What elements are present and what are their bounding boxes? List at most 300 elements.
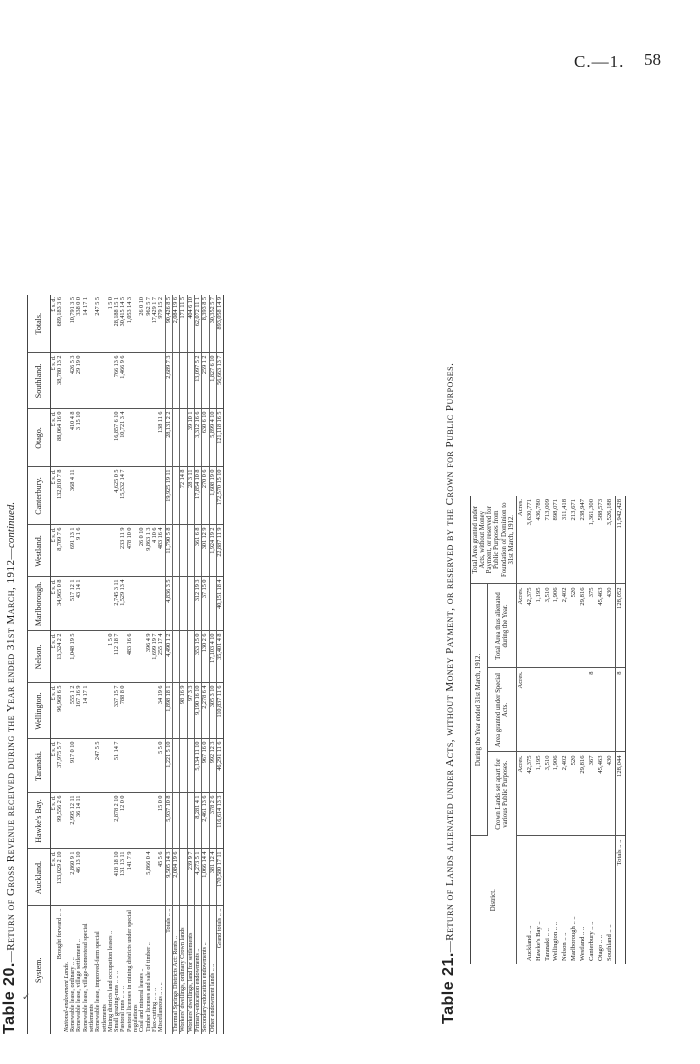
table20-value-cell: 26 0 10 [139, 295, 145, 353]
table20-value-cell: 9,505 14 3 [165, 849, 172, 906]
table20-value-cell [172, 577, 179, 631]
table20-unit-cell: £ s. d. [51, 353, 58, 409]
table20-value-cell: 788 8 0 [120, 683, 126, 739]
table20-title-text: —Return of Gross Revenue received during the Year ended 31st March, 1912— [5, 547, 17, 963]
table20-unit-cell: £ s. d. [51, 577, 58, 631]
table21-row [552, 496, 561, 964]
table20-system-cell: Pastoral runs .. .. .. [119, 985, 127, 1032]
table20-value-cell [180, 631, 187, 683]
table20-value-cell [127, 409, 140, 467]
table21-group-header: During the Year ended 31st March, 1912. [471, 584, 488, 836]
table20-value-cell: 3,312 16 6 [194, 409, 201, 467]
table20-value-cell [95, 631, 108, 683]
table20-title [1, 194, 19, 1034]
table20-value-cell [127, 467, 140, 525]
table20-header-cell: Otago. [28, 409, 51, 467]
table20-value-cell [95, 683, 108, 739]
table20-value-cell: 247 5 5 [95, 295, 108, 353]
table20-value-cell: 691 13 1 [70, 525, 76, 577]
table21-value-cell: 29,816 [579, 584, 588, 668]
table20-value-cell: 478 10 0 [127, 525, 140, 577]
table21-value-cell: 238,947 [579, 496, 588, 584]
table20-system-cell: Mining districts land occupation leases .. [106, 930, 114, 1032]
table20-header-cell: Hawke's Bay. [28, 793, 51, 849]
table21-value-cell: 311,418 [561, 496, 570, 584]
table20-value-cell: 259 1 2 [202, 353, 209, 409]
table20-value-cell: 1 5 0 [108, 295, 114, 353]
table21-district-cell: Wellington .. .. [552, 921, 560, 961]
table21-title-text: —Return of Lands alienated under Acts, without Money Payment, or reserved by the Crown for Public Purposes. [444, 362, 456, 953]
table20-value-cell: 17,103 4 10 [209, 631, 216, 683]
table20-value-cell [95, 467, 108, 525]
table20-value-cell [95, 353, 108, 409]
table20-value-cell: 8,709 7 6 [57, 525, 63, 577]
table20-value-cell: 15 0 0 [158, 793, 165, 849]
table20-value-cell: 353 15 0 [194, 631, 201, 683]
table20-value-cell: 130 2 6 [202, 631, 209, 683]
table21-value-cell: 436,780 [535, 496, 544, 584]
table20-value-cell: 337 15 7 [114, 683, 120, 739]
table20-unit-cell: £ s. d. [51, 409, 58, 467]
table20-header-cell: System. [28, 906, 51, 1034]
table20-value-cell [180, 849, 187, 906]
table20-value-cell: 483 16 4 [158, 525, 165, 577]
table20-system-cell: Grand totals .. .. [216, 906, 223, 1034]
table21-district-cell: Canterbury .. .. [588, 921, 596, 961]
table20-value-cell: 167 16 9 [76, 683, 82, 739]
table21-value-cell: 42,375 [526, 752, 535, 836]
table20-system-cell: Renewable lease, village settlement .. [75, 939, 83, 1032]
table21-value-cell: 367 [588, 752, 597, 836]
table20-system-cell: Primary-education endowments .. [194, 906, 201, 1034]
table20-system-cell: Workers' dwellings, ordinary Crown lands [180, 906, 187, 1034]
table21-value-cell: 3,630,771 [526, 496, 535, 584]
table20-value-cell: 1 5 0 [108, 631, 114, 683]
table20-header-cell: Totals. [28, 295, 51, 353]
table21-value-cell: 430 [606, 584, 615, 668]
table20-value-cell: 5,899 4 10 [209, 409, 216, 467]
table21-value-cell: 1,195 [535, 584, 544, 668]
table20-value-cell [127, 683, 140, 739]
table20-value-cell [172, 739, 179, 793]
table20-value-cell: 766 13 6 [114, 353, 120, 409]
table20-value-cell: 689,183 3 6 [57, 295, 63, 353]
table20-value-cell: 4,273 5 1 [194, 849, 201, 906]
table20-value-cell: 56,663 13 7 [216, 353, 223, 409]
table20-value-cell [180, 409, 187, 467]
table20-value-cell: 301 12 9 [202, 525, 209, 577]
table20-system-cell: Small grazing-runs .. .. .. [113, 970, 121, 1032]
table21-value-cell: 29,816 [579, 752, 588, 836]
table20-value-cell: 368 4 11 [70, 467, 76, 525]
table20-body [51, 295, 224, 1034]
table20-value-cell: 40,151 18 4 [216, 577, 223, 631]
table20-row [172, 295, 179, 1034]
table20-value-cell [83, 409, 96, 467]
table21-district-cell: Totals .. .. [615, 836, 625, 964]
table20-header-cell: Canterbury. [28, 467, 51, 525]
table20-value-cell [127, 353, 140, 409]
table20-value-cell: 1,924 19 2 [209, 525, 216, 577]
table21-unit-cell: Acres. [516, 496, 525, 584]
table20-unit-cell: £ s. d. [51, 849, 58, 906]
table20-total-row [165, 295, 172, 1034]
table20-system-cell: Renewable lease, improved-farm special settlements [94, 931, 108, 1032]
table20-value-cell [83, 467, 96, 525]
table20-value-cell: 36 14 11 [76, 793, 82, 849]
table20-value-cell [172, 631, 179, 683]
table21-value-cell: 1,906 [552, 752, 561, 836]
table20-value-cell: 15,532 14 7 [120, 467, 126, 525]
table21-header-cell: Area granted under Special Acts. [487, 668, 516, 752]
table20-unit-cell: £ s. d. [51, 525, 58, 577]
table21-district-cell: Taranaki .. .. [543, 928, 551, 961]
table20-value-cell: 13,097 5 2 [194, 353, 201, 409]
table20-header-cell: Nelson. [28, 631, 51, 683]
table21-body [516, 496, 625, 964]
table20-value-cell: 110,837 11 6 [216, 683, 223, 739]
table20-system-cell: Workers' dwellings, land for settlements [187, 906, 194, 1034]
table21-value-cell: 8 [615, 668, 625, 752]
table20-unit-cell: £ s. d. [51, 739, 58, 793]
table20-value-cell [95, 793, 108, 849]
table20-value-cell: 30,352 5 7 [209, 295, 216, 353]
table20-value-cell: 270 0 6 [202, 467, 209, 525]
table20-value-cell: 426 5 3 [70, 353, 76, 409]
table20-value-cell: 361 6 8 [194, 525, 201, 577]
table21-value-cell: 128,044 [615, 752, 625, 836]
table21 [470, 496, 626, 964]
table20-value-cell: 2,084 19 6 [172, 849, 179, 906]
table21-value-cell [544, 668, 553, 752]
table21-units-row [516, 496, 525, 964]
table20-value-cell: 2,878 2 10 [114, 793, 120, 849]
table20-value-cell: 171 11 5 [180, 295, 187, 353]
table21-row [597, 496, 606, 964]
table20-value-cell [83, 631, 96, 683]
table20-value-cell: 34,965 0 8 [57, 577, 63, 631]
table20-value-cell [172, 525, 179, 577]
table20-value-cell: 10,791 3 5 [70, 295, 76, 353]
table20-value-cell: 17,854 10 8 [194, 467, 201, 525]
table20-value-cell: 90,426 8 5 [165, 295, 172, 353]
table20-value-cell: 9,190 16 10 [194, 683, 201, 739]
table21-value-cell [526, 668, 535, 752]
table20-value-cell: 2,689 7 3 [165, 353, 172, 409]
table20-header-row [28, 295, 51, 1034]
table21-value-cell: 3,510 [544, 584, 553, 668]
table20-value-cell: 28,188 15 1 [114, 295, 120, 353]
table20-value-cell: 5 5 0 [158, 739, 165, 793]
table21-unit-cell: Acres. [516, 668, 525, 752]
table21-value-cell [535, 668, 544, 752]
table20-value-cell: 418 18 10 [114, 849, 120, 906]
table20-value-cell: 45 5 6 [158, 849, 165, 906]
table21-row [588, 496, 597, 964]
table20-system-cell: Timber licenses and sale of timber .. [144, 942, 152, 1032]
table20-value-cell: 9 1 6 [76, 525, 82, 577]
table20-value-cell: 5,866 0 4 [146, 849, 152, 906]
table20-value-cell: 233 11 9 [120, 525, 126, 577]
table20-value-cell: 170,580 17 11 [216, 849, 223, 906]
table20-value-cell: 4 10 6 [152, 525, 158, 577]
table21-cumulative-header: Total Area granted under Acts, without Money Payment, or reserved for Public Purposes from Foundation of Dominion to 31st March, 1912. [471, 496, 517, 584]
table21-value-cell [606, 668, 615, 752]
table21-row [579, 496, 588, 964]
table20-value-cell: 14 17 1 [83, 295, 96, 353]
table20-value-cell: 16,857 6 10 [114, 409, 120, 467]
table20-value-cell: 28 3 11 [187, 467, 194, 525]
table20-label: Table 20. [1, 962, 18, 1034]
table20-row [127, 295, 140, 1034]
table20-value-cell [95, 849, 108, 906]
table21-district-header: District. [471, 836, 517, 964]
table21-row [606, 496, 615, 964]
table21-district-cell: Otago .. .. [597, 934, 605, 961]
table20-value-cell: 10,721 3 4 [120, 409, 126, 467]
table21-value-cell: 1,361,300 [588, 496, 597, 584]
table21-value-cell: 430 [606, 752, 615, 836]
table21-value-cell: 588,573 [597, 496, 606, 584]
table21-group-header-row [471, 496, 488, 964]
table21-value-cell [579, 668, 588, 752]
table21-value-cell: 2,402 [561, 584, 570, 668]
table21-value-cell: 375 [588, 584, 597, 668]
table21-value-cell: 520 [570, 584, 579, 668]
table20-value-cell: 19,925 19 11 [165, 467, 172, 525]
table20-subtitle: continued. [5, 501, 17, 548]
table21-unit-cell: Acres. [516, 584, 525, 668]
table21-header-cell: Crown Lands set apart for various Public Purposes. [487, 752, 516, 836]
table20-value-cell: 967 16 0 [202, 739, 209, 793]
table21-total-row [615, 496, 625, 964]
table20-value-cell: 22,887 11 9 [216, 525, 223, 577]
table20-value-cell [180, 577, 187, 631]
table20-total-row [216, 295, 223, 1034]
table20-value-cell [95, 409, 108, 467]
table21-row [526, 496, 535, 964]
table20-value-cell: 38,780 13 2 [57, 353, 63, 409]
table20-value-cell: 138 11 6 [158, 409, 165, 467]
table20-value-cell: 338 0 0 [76, 295, 82, 353]
table20-value-cell: 46 13 10 [76, 849, 82, 906]
table20-value-cell: 4,625 0 5 [114, 467, 120, 525]
margin-mark: ✓ [22, 992, 31, 1003]
table21-district-cell: Marlborough .. .. [570, 916, 578, 961]
table20-value-cell: 381 12 4 [209, 849, 216, 906]
table20-value-cell: 97 3 3 [187, 683, 194, 739]
table20-value-cell: 305 3 10 [209, 683, 216, 739]
table20-header-cell: Marlborough. [28, 577, 51, 631]
table21-value-cell: 3,526,188 [606, 496, 615, 584]
table20-system-cell: Secondary-education endowments .. [202, 906, 209, 1034]
table20-value-cell [83, 525, 96, 577]
table20-value-cell [180, 793, 187, 849]
table20-system-cell: Totals .. .. [165, 906, 172, 1034]
table20-system-cell: Thermal Springs Districts Act: Rents .. [172, 906, 179, 1034]
table20-value-cell: 51 14 7 [114, 739, 120, 793]
table20-value-cell: 255 17 4 [158, 631, 165, 683]
table20-value-cell: 46,291 11 6 [216, 739, 223, 793]
table20-value-cell [172, 409, 179, 467]
table20-system-cell: Renewable lease, ordinary .. .. [68, 957, 76, 1032]
table20-value-cell: 5,134 11 10 [194, 739, 201, 793]
table20-value-cell [95, 577, 108, 631]
table20-value-cell: 37,975 5 7 [57, 739, 63, 793]
table20-value-cell [180, 353, 187, 409]
table20-unit-cell: £ s. d. [51, 793, 58, 849]
table21-label: Table 21. [440, 952, 457, 1024]
table20-system-cell: Brought forward .. .. [56, 908, 64, 960]
table21-value-cell [552, 668, 561, 752]
table20-value-cell: 26 0 10 [139, 525, 145, 577]
table20-row [187, 295, 194, 1034]
table20-value-cell [172, 793, 179, 849]
table20-system-cell: Other endowment lands .. .. [209, 906, 216, 1034]
table20-value-cell: 116,614 13 3 [216, 793, 223, 849]
table20-value-cell: 13,324 2 2 [57, 631, 63, 683]
table21-value-cell: 11,942,428 [615, 496, 625, 584]
table20-value-cell: 3 15 10 [76, 409, 82, 467]
table21-value-cell: 898,071 [552, 496, 561, 584]
table21-value-cell: 3,510 [544, 752, 553, 836]
table20-value-cell: 121,118 16 5 [216, 409, 223, 467]
table21-value-cell [570, 668, 579, 752]
table20-value-cell: 1,053 14 3 [127, 295, 140, 353]
table20-value-cell [127, 739, 140, 793]
table20-value-cell: 239 9 7 [187, 849, 194, 906]
table20-value-cell: 4,490 1 2 [165, 631, 172, 683]
table20-value-cell [83, 793, 96, 849]
table20-value-cell: 98 16 9 [180, 683, 187, 739]
table21-district-cell: Westland .. .. [579, 926, 587, 961]
table20-value-cell: 1,608 19 0 [209, 467, 216, 525]
table20-value-cell: 410 4 8 [70, 409, 76, 467]
table21-header-cell: Total Area thus alienated during the Year. [487, 584, 516, 668]
table20-value-cell [83, 353, 96, 409]
table21-district-cell: Auckland .. .. [525, 925, 533, 961]
table21-row [544, 496, 553, 964]
table21-row [570, 496, 579, 964]
table20-value-cell: 5,937 10 8 [165, 793, 172, 849]
table20-value-cell: 8,281 4 1 [194, 793, 201, 849]
table20-value-cell: 2,860 9 1 [70, 849, 76, 906]
table21-value-cell: 42,375 [526, 584, 535, 668]
table20-value-cell: 247 5 5 [95, 739, 108, 793]
table20-value-cell: 2,995 12 11 [70, 793, 76, 849]
table21-value-cell: 1,906 [552, 584, 561, 668]
table21-value-cell [561, 668, 570, 752]
table20-unit-cell: £ s. d. [51, 467, 58, 525]
table20-row [95, 295, 108, 1034]
table20-value-cell: 992 12 3 [209, 739, 216, 793]
table20-value-cell [83, 577, 96, 631]
table20-value-cell: 630 6 10 [202, 409, 209, 467]
table20-row [180, 295, 187, 1034]
table20-header-cell: Auckland. [28, 849, 51, 906]
table20-value-cell: 1,898 18 1 [165, 683, 172, 739]
table21-title [440, 124, 458, 1024]
table20-value-cell [95, 525, 108, 577]
table20-unit-cell: £ s. d. [51, 295, 58, 353]
table20-value-cell: 979 15 2 [158, 295, 165, 353]
table20-value-cell: 9,863 1 3 [146, 525, 152, 577]
table20-value-cell: 517 12 1 [70, 577, 76, 631]
table20-row [83, 295, 96, 1034]
table20-value-cell: 35,401 4 8 [216, 631, 223, 683]
table20-value-cell: 72 14 8 [180, 467, 187, 525]
table20-value-cell: 1,048 19 5 [70, 631, 76, 683]
page-identifier: C.—1. [574, 52, 625, 71]
table20-value-cell: 962 5 7 [146, 295, 152, 353]
table20-system-cell: Miscellaneous .. .. .. [157, 982, 165, 1032]
table20-value-cell: 14 17 1 [83, 683, 96, 739]
table20-system-cell: Coal and mineral leases .. [138, 968, 146, 1032]
table20-value-cell: 1,221 5 10 [165, 739, 172, 793]
table21-value-cell: 45,463 [597, 752, 606, 836]
table20-header-cell: Wellington. [28, 683, 51, 739]
table21-row [561, 496, 570, 964]
table20-value-cell: 62,072 11 1 [194, 295, 201, 353]
table20-value-cell [127, 793, 140, 849]
table20-value-cell: 37 15 0 [202, 577, 209, 631]
table20-value-cell: 1,529 13 4 [120, 577, 126, 631]
table20-value-cell: 132,810 7 8 [57, 467, 63, 525]
table20-unit-cell: £ s. d. [51, 631, 58, 683]
table20-value-cell: 30,415 14 5 [120, 295, 126, 353]
table21-district-cell: Southland .. .. [605, 924, 613, 961]
table20-value-cell: 34 19 6 [158, 683, 165, 739]
table21-value-cell: 8 [588, 668, 597, 752]
table20-value-cell [172, 353, 179, 409]
table20-system-cell: Pastoral licenses in mining districts under special regulations [125, 909, 140, 1032]
table20-value-cell: 917 0 10 [70, 739, 76, 793]
table20-value-cell [127, 577, 140, 631]
table20-value-cell: 378 2 6 [209, 793, 216, 849]
table21-value-cell: 1,195 [535, 752, 544, 836]
table21-unit-cell [516, 836, 525, 964]
table20-value-cell: 112 18 7 [114, 631, 120, 683]
table20-value-cell: 172,570 15 10 [216, 467, 223, 525]
table20-system-cell: National-endowment Lands. [62, 961, 70, 1032]
page-number: 58 [644, 50, 661, 69]
table20-value-cell: 2,084 19 6 [172, 295, 179, 353]
table21-district-cell: Hawke's Bay .. [534, 921, 542, 961]
table20-value-cell: 483 16 6 [127, 631, 140, 683]
table20-value-cell: 43 14 1 [76, 577, 82, 631]
table20-value-cell: 2,461 13 6 [202, 793, 209, 849]
table20-header-cell: Southland. [28, 353, 51, 409]
table20-value-cell: 8,393 8 5 [202, 295, 209, 353]
table20-system-cell: Flax-cutting .. .. .. [151, 987, 158, 1032]
table21-unit-cell: Acres. [516, 752, 525, 836]
table20-value-cell: 29 19 0 [76, 353, 82, 409]
table20-value-cell: 404 6 10 [187, 295, 194, 353]
table20-value-cell: 141 7 9 [127, 849, 140, 906]
table20 [27, 295, 224, 1034]
table20-value-cell: 396 4 9 [146, 631, 152, 683]
table21-value-cell [597, 668, 606, 752]
table20-value-cell: 17,429 1 7 [152, 295, 158, 353]
table21-value-cell: 520 [570, 752, 579, 836]
table21-value-cell: 713,009 [544, 496, 553, 584]
table20-unit-cell: £ s. d. [51, 683, 58, 739]
table20-value-cell: 28,131 2 2 [165, 409, 172, 467]
table20-value-cell: 133,029 2 10 [57, 849, 63, 906]
table20-value-cell [180, 739, 187, 793]
table21-value-cell: 2,402 [561, 752, 570, 836]
table20-row [194, 295, 201, 1034]
